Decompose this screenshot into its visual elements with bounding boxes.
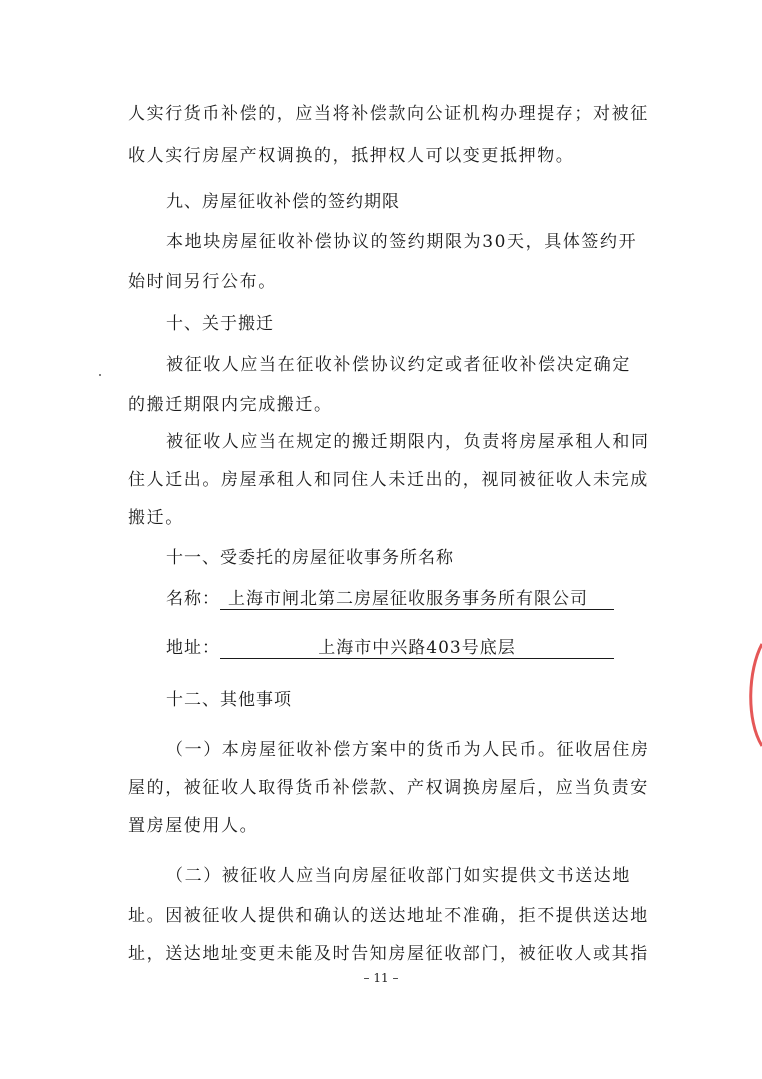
section-heading-10: 十、关于搬迁 [166, 314, 274, 334]
body-line: 被征收人应当在征收补偿协议约定或者征收补偿决定确定 [166, 355, 631, 375]
body-line: （一）本房屋征收补偿方案中的货币为人民币。征收居住房 [166, 740, 650, 760]
section-heading-12: 十二、其他事项 [166, 690, 292, 710]
page-number: – 11 – [363, 971, 399, 985]
body-line: （二）被征收人应当向房屋征收部门如实提供文书送达地 [166, 866, 631, 886]
body-line: 搬迁。 [128, 508, 184, 528]
official-seal-fragment [740, 640, 762, 750]
body-line: 址，送达地址变更未能及时告知房屋征收部门，被征收人或其指 [128, 944, 649, 964]
section-heading-9: 九、房屋征收补偿的签约期限 [166, 192, 400, 212]
agency-name-label: 名称： [166, 589, 220, 609]
agency-address-value: 上海市中兴路403号底层 [220, 638, 614, 659]
body-line: 屋的，被征收人取得货币补偿款、产权调换房屋后，应当负责安 [128, 778, 649, 798]
body-line: 本地块房屋征收补偿协议的签约期限为30天，具体签约开 [166, 232, 638, 252]
agency-name-value: 上海市闸北第二房屋征收服务事务所有限公司 [220, 589, 614, 610]
body-line: 始时间另行公布。 [128, 272, 277, 292]
scan-speck [99, 374, 101, 376]
body-line: 住人迁出。房屋承租人和同住人未迁出的，视同被征收人未完成 [128, 470, 649, 490]
body-line: 收人实行房屋产权调换的，抵押权人可以变更抵押物。 [128, 146, 575, 166]
body-line: 被征收人应当在规定的搬迁期限内，负责将房屋承租人和同 [166, 432, 650, 452]
body-line: 置房屋使用人。 [128, 816, 259, 836]
body-line: 人实行货币补偿的，应当将补偿款向公证机构办理提存；对被征 [128, 104, 649, 124]
agency-address-label: 地址： [166, 638, 220, 658]
body-line: 址。因被征收人提供和确认的送达地址不准确，拒不提供送达地 [128, 906, 649, 926]
section-heading-11: 十一、受委托的房屋征收事务所名称 [166, 548, 454, 568]
body-line: 的搬迁期限内完成搬迁。 [128, 395, 333, 415]
